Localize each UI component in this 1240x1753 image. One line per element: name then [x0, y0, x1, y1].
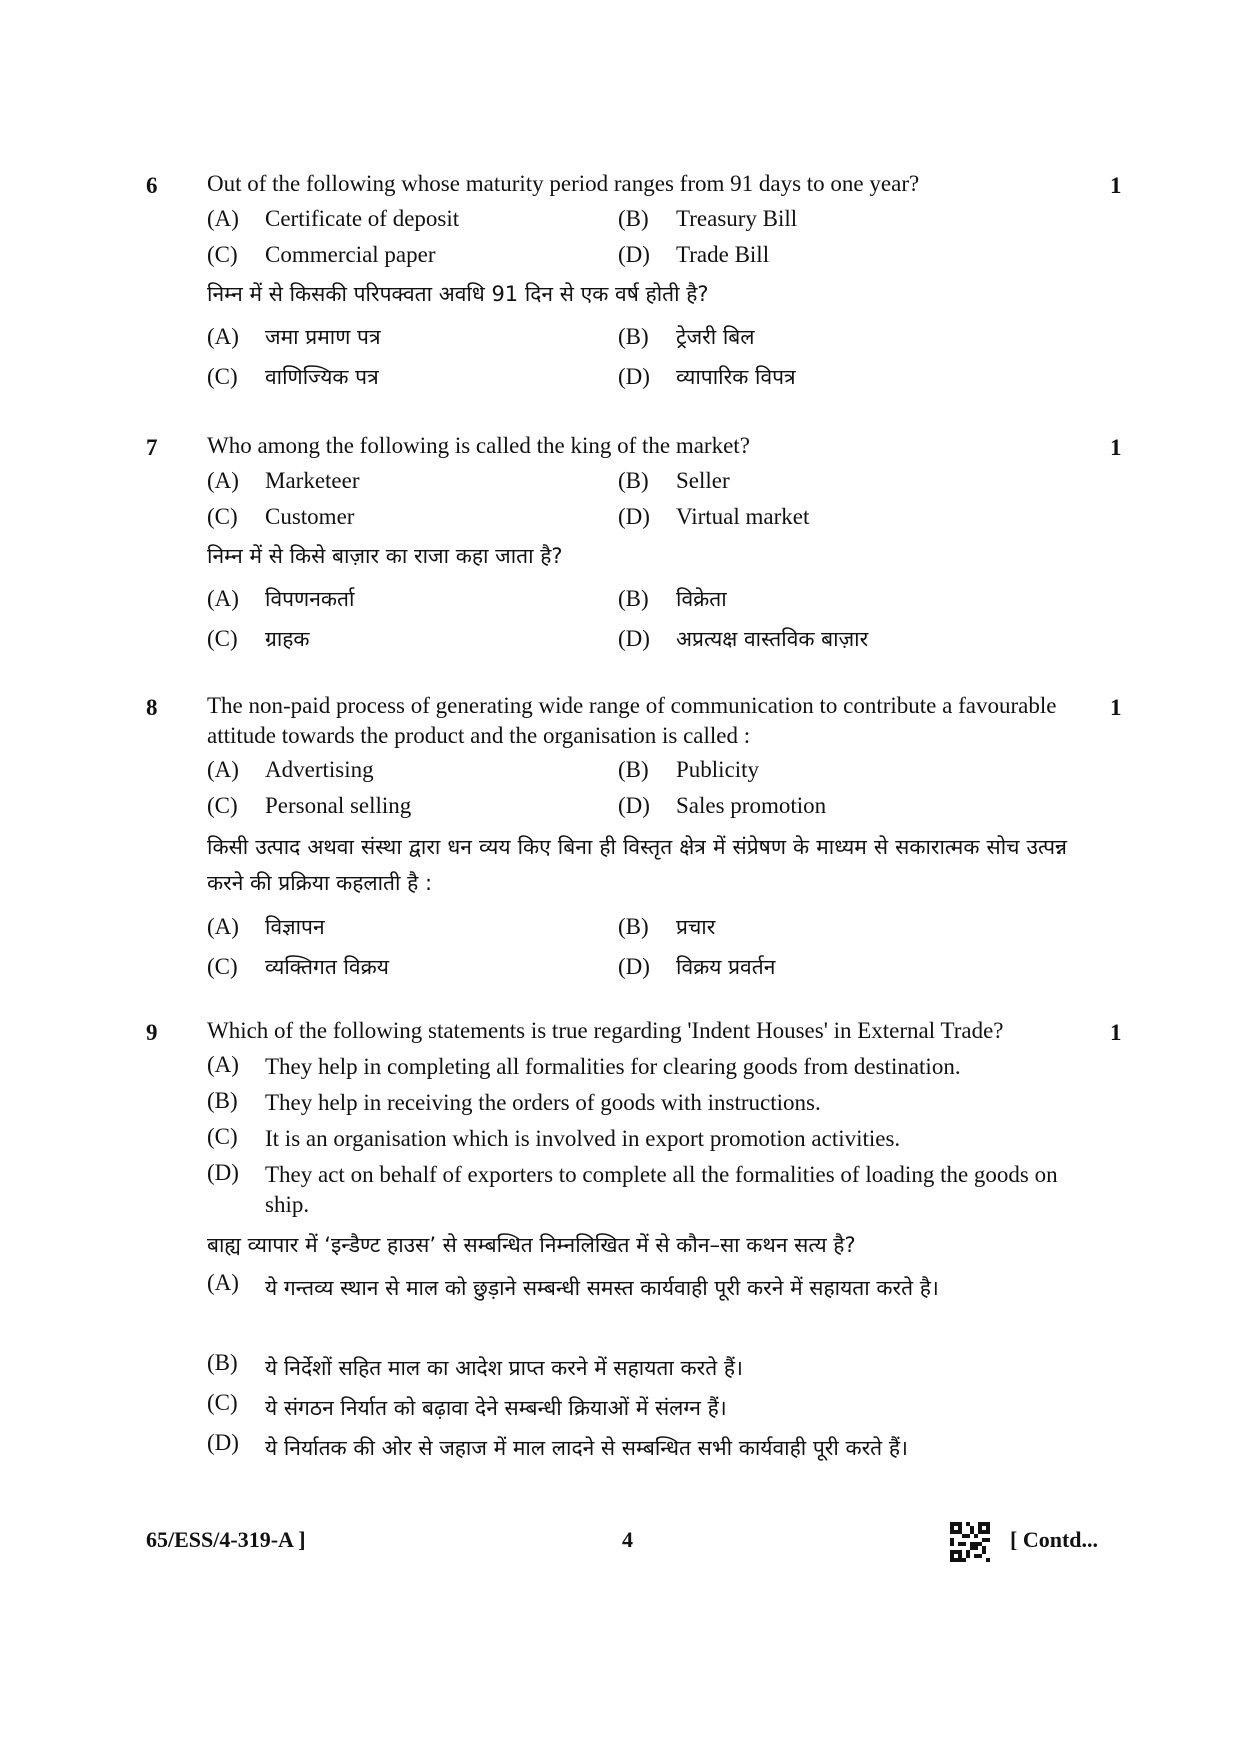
option-hi-b: (B) विक्रेता — [618, 586, 727, 611]
option-hi-d: (D) विक्रय प्रवर्तन — [618, 954, 776, 979]
question-number: 9 — [146, 1020, 158, 1045]
option-hi-d: (D) ये निर्यातक की ओर से जहाज में माल लादने से सम्बन्धित सभी कार्यवाही पूरी करते हैं। — [207, 1430, 908, 1460]
option-en-a: (A) They help in completing all formalities for clearing goods from destination. — [207, 1052, 961, 1079]
option-hi-c: (C) ये संगठन निर्यात को बढ़ावा देने सम्बन्धी क्रियाओं में संलग्न हैं। — [207, 1390, 727, 1420]
question-marks: 1 — [1110, 173, 1122, 198]
option-hi-a: (A) विपणनकर्ता — [207, 586, 355, 611]
continued-label: [ Contd... — [1010, 1527, 1099, 1552]
option-en-a: (A) Advertising — [207, 757, 374, 782]
question-marks: 1 — [1110, 435, 1122, 460]
option-hi-a: (A) ये गन्तव्य स्थान से माल को छुड़ाने सम्बन्धी समस्त कार्यवाही पूरी करने में सहायता करते है। — [207, 1270, 939, 1300]
option-en-b: (B) Publicity — [618, 757, 760, 782]
option-hi-a: (A) जमा प्रमाण पत्र — [207, 324, 381, 349]
option-hi-c: (C) वाणिज्यिक पत्र — [207, 364, 379, 389]
option-en-d: (D) Sales promotion — [618, 793, 827, 818]
option-hi-c: (C) व्यक्तिगत विक्रय — [207, 954, 389, 979]
option-en-c: (C) Personal selling — [207, 793, 412, 818]
qr-code-icon — [950, 1522, 990, 1562]
question-text-en: Who among the following is called the king of the market? — [207, 433, 750, 458]
question-text-en: Out of the following whose maturity period ranges from 91 days to one year? — [207, 171, 920, 196]
paper-code: 65/ESS/4-319-A ] — [146, 1527, 306, 1552]
option-en-d: (D) Virtual market — [618, 504, 810, 529]
question-marks: 1 — [1110, 1020, 1122, 1045]
question-number: 8 — [146, 695, 158, 720]
question-text-hi: बाह्य व्यापार में ‘इन्डैण्ट हाउस’ से सम्बन्धित निम्नलिखित में से कौन–सा कथन सत्य है? — [207, 1233, 856, 1257]
question-text-en: The non-paid process of generating wide range of communication to contribute a favourable attitude towards the product and the organisation is called : — [207, 693, 1057, 748]
question-number: 6 — [146, 173, 158, 198]
option-en-d: (D) Trade Bill — [618, 242, 770, 267]
option-en-b: (B) Treasury Bill — [618, 206, 798, 231]
option-hi-b: (B) ये निर्देशों सहित माल का आदेश प्राप्त करने में सहायता करते हैं। — [207, 1350, 743, 1380]
option-en-a: (A) Marketeer — [207, 468, 360, 493]
option-hi-d: (D) अप्रत्यक्ष वास्तविक बाज़ार — [618, 626, 869, 651]
question-marks: 1 — [1110, 695, 1122, 720]
option-en-d: (D) They act on behalf of exporters to complete all the formalities of loading the goods on ship. — [207, 1160, 1058, 1217]
option-en-c: (C) Commercial paper — [207, 242, 436, 267]
question-text-hi: निम्न में से किसकी परिपक्वता अवधि 91 दिन से एक वर्ष होती है? — [207, 282, 709, 306]
option-en-b: (B) Seller — [618, 468, 730, 493]
option-en-c: (C) It is an organisation which is involved in export promotion activities. — [207, 1124, 901, 1151]
question-text-en: Which of the following statements is true regarding 'Indent Houses' in External Trade? — [207, 1018, 1004, 1043]
option-hi-d: (D) व्यापारिक विपत्र — [618, 364, 796, 389]
option-hi-c: (C) ग्राहक — [207, 626, 310, 651]
question-text-hi: निम्न में से किसे बाज़ार का राजा कहा जाता है? — [207, 544, 563, 568]
option-hi-b: (B) ट्रेजरी बिल — [618, 324, 755, 349]
question-number: 7 — [146, 435, 158, 460]
option-hi-a: (A) विज्ञापन — [207, 914, 325, 939]
page-number: 4 — [622, 1527, 633, 1552]
option-hi-b: (B) प्रचार — [618, 914, 716, 939]
option-en-c: (C) Customer — [207, 504, 355, 529]
question-text-hi: किसी उत्पाद अथवा संस्था द्वारा धन व्यय किए बिना ही विस्तृत क्षेत्र में संप्रेषण के माध्यम से सकारात्मक सोच उत्पन्न करने की प्रक्रिया कहलाती है : — [207, 835, 1067, 895]
option-en-b: (B) They help in receiving the orders of goods with instructions. — [207, 1088, 821, 1115]
option-en-a: (A) Certificate of deposit — [207, 206, 460, 231]
